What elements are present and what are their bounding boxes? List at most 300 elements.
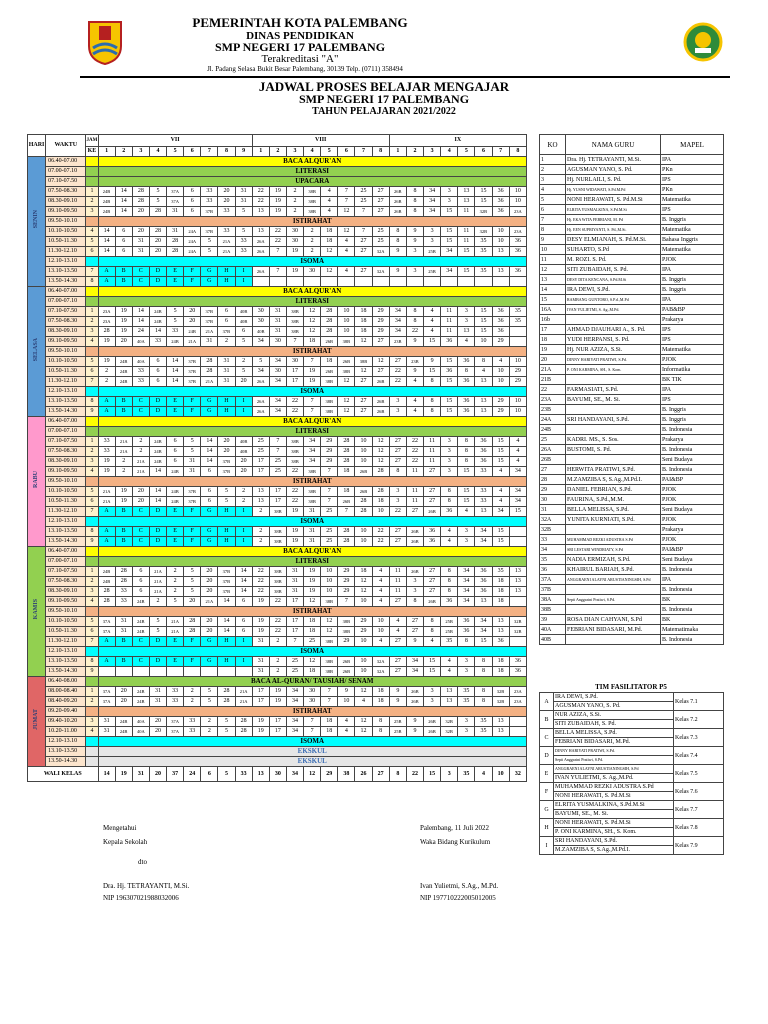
lesson-cell: G	[201, 637, 218, 647]
lesson-cell: 13	[441, 697, 458, 707]
lesson-cell: 21A	[98, 487, 115, 497]
lesson-cell: 38B	[269, 587, 286, 597]
lesson-cell: 27	[355, 247, 372, 257]
lesson-cell: 38B	[304, 187, 321, 197]
lesson-cell: 24B	[184, 327, 201, 337]
lesson-cell: 15	[458, 487, 475, 497]
jam-cell: 3	[86, 327, 98, 337]
lesson-cell: F	[184, 397, 201, 407]
lesson-cell: 31	[252, 667, 269, 677]
lesson-cell: 19	[304, 587, 321, 597]
lesson-cell: 27	[355, 377, 372, 387]
lesson-cell: 4	[441, 527, 458, 537]
class-number-header: 7	[492, 147, 509, 157]
lesson-cell: 5	[252, 357, 269, 367]
lesson-cell: 34	[269, 397, 286, 407]
time-cell: 10.10-10.50	[46, 227, 86, 237]
lesson-cell: 21A	[98, 497, 115, 507]
day-name: SELASA	[33, 337, 40, 362]
lesson-cell: 22	[286, 487, 303, 497]
lesson-cell: 19	[269, 207, 286, 217]
teacher-name: BELLA MELISSA, S.Pd.	[566, 505, 661, 515]
lesson-cell	[218, 667, 235, 677]
jam-cell: 9	[86, 407, 98, 417]
lesson-cell: 10	[338, 307, 355, 317]
lesson-cell: 24B	[132, 687, 149, 697]
lesson-cell: 37B	[184, 497, 201, 507]
lesson-cell: 33	[115, 597, 132, 607]
teacher-row	[540, 445, 724, 455]
lesson-cell: I	[235, 407, 252, 417]
lesson-cell: 38B	[321, 407, 338, 417]
time-cell: 12.10-13.10	[46, 647, 86, 657]
lesson-cell: 31	[98, 717, 115, 727]
lesson-cell: E	[167, 657, 184, 667]
lesson-cell: 12	[355, 727, 372, 737]
lesson-cell: 36	[475, 567, 492, 577]
lesson-cell: 19	[115, 497, 132, 507]
lesson-cell: 4	[458, 507, 475, 517]
facilitator-row	[540, 729, 724, 738]
teacher-name: Septi Anggraini Pratiwi, S.Pd.	[566, 595, 661, 605]
lesson-cell: 34	[252, 367, 269, 377]
teacher-row	[540, 615, 724, 625]
lesson-cell: 15	[441, 227, 458, 237]
teacher-code: 22	[540, 385, 566, 395]
lesson-cell: 9	[406, 337, 423, 347]
schedule-row	[28, 277, 527, 287]
lesson-cell: 38B	[286, 307, 303, 317]
lesson-cell: 4	[406, 397, 423, 407]
letterhead-line-1: PEMERINTAH KOTA PALEMBANG	[192, 15, 408, 30]
lesson-cell: 27	[372, 197, 389, 207]
lesson-cell: H	[218, 527, 235, 537]
sig-right-l1: Palembang, 11 Juli 2022	[420, 824, 489, 832]
lesson-cell: 12	[372, 437, 389, 447]
facilitator-class: Kelas 7.6	[674, 783, 724, 801]
teacher-row	[540, 415, 724, 425]
lesson-cell: 28	[167, 247, 184, 257]
lesson-cell: 15	[441, 397, 458, 407]
lesson-cell: 2	[235, 497, 252, 507]
lesson-cell: 38B	[321, 657, 338, 667]
lesson-cell: 26B	[406, 697, 423, 707]
lesson-cell: 40A	[132, 337, 149, 347]
lesson-cell: 24B	[149, 447, 166, 457]
lesson-cell: 5	[218, 497, 235, 507]
facilitator-name: BAYUMI, SE., M. Si.	[554, 810, 674, 819]
lesson-cell: 2	[252, 527, 269, 537]
lesson-cell: F	[184, 527, 201, 537]
lesson-cell: 37A	[98, 627, 115, 637]
lesson-cell: 19	[269, 687, 286, 697]
teacher-row	[540, 625, 724, 635]
lesson-cell: 26B	[389, 197, 406, 207]
wali-kelas-cell: 20	[149, 767, 166, 782]
teacher-code: 14	[540, 285, 566, 295]
jam-cell: 2	[86, 447, 98, 457]
time-cell: 09.50-10.10	[46, 217, 86, 227]
lesson-cell: 25	[355, 187, 372, 197]
lesson-cell: 13	[252, 487, 269, 497]
lesson-cell: 26B	[338, 667, 355, 677]
lesson-cell: 4	[338, 267, 355, 277]
lesson-cell: 15	[475, 317, 492, 327]
lesson-cell: 21A	[235, 697, 252, 707]
teacher-row	[540, 545, 724, 555]
facilitator-row	[540, 765, 724, 774]
lesson-cell: 34	[458, 587, 475, 597]
wali-kelas-cell: 8	[389, 767, 406, 782]
teacher-code: 36	[540, 565, 566, 575]
lesson-cell: 8	[475, 687, 492, 697]
facilitator-row	[540, 747, 724, 756]
lesson-cell: 33	[475, 467, 492, 477]
lesson-cell: 4	[372, 637, 389, 647]
lesson-cell: 10	[321, 587, 338, 597]
lesson-cell: 34	[458, 567, 475, 577]
jam-cell	[86, 747, 98, 757]
lesson-cell: 2	[304, 237, 321, 247]
lesson-cell: 33	[132, 367, 149, 377]
lesson-cell: 37B	[218, 567, 235, 577]
wali-kelas-cell: 10	[492, 767, 509, 782]
jam-cell: 9	[86, 667, 98, 677]
lesson-cell: E	[167, 407, 184, 417]
lesson-cell: 36	[509, 267, 526, 277]
time-cell: 09.50-10.10	[46, 607, 86, 617]
day-label	[28, 677, 46, 767]
lesson-cell: 13	[252, 227, 269, 237]
jam-cell: 2	[86, 697, 98, 707]
lesson-cell: 28	[235, 717, 252, 727]
lesson-cell	[355, 277, 372, 287]
jam-cell	[86, 297, 98, 307]
teacher-name: FEBRIANI BIDASARI, M.Pd.	[566, 625, 661, 635]
schedule-row	[28, 747, 527, 757]
lesson-cell: 27	[389, 357, 406, 367]
lesson-cell: 31	[218, 357, 235, 367]
jam-cell: 7	[86, 637, 98, 647]
lesson-cell: 12	[372, 447, 389, 457]
lesson-cell: 7	[338, 187, 355, 197]
teacher-row	[540, 425, 724, 435]
facilitator-name: ANGGRAENI ALAYNI ARUSTIANINGSIH, S.Pd	[554, 765, 674, 774]
lesson-cell: 4	[441, 537, 458, 547]
lesson-cell: 2	[304, 227, 321, 237]
teacher-row	[540, 315, 724, 325]
lesson-cell: 6	[184, 207, 201, 217]
lesson-cell: 7	[321, 467, 338, 477]
lesson-cell: G	[201, 277, 218, 287]
jam-cell	[86, 157, 98, 167]
lesson-cell: 13	[492, 247, 509, 257]
jam-cell	[86, 347, 98, 357]
lesson-cell: 14	[167, 357, 184, 367]
activity-band: BACA ALQUR'AN	[98, 157, 527, 167]
lesson-cell: 34	[252, 337, 269, 347]
lesson-cell: 25B	[424, 247, 441, 257]
lesson-cell: 8	[406, 197, 423, 207]
wali-kelas-cell: 14	[98, 767, 115, 782]
lesson-cell: 18	[492, 657, 509, 667]
teacher-row	[540, 635, 724, 645]
lesson-cell: 27	[424, 467, 441, 477]
lesson-cell: 10	[355, 447, 372, 457]
schedule-row	[28, 207, 527, 217]
schedule-row	[28, 707, 527, 717]
lesson-cell: 14	[115, 207, 132, 217]
activity-band: ISTIRAHAT	[98, 217, 527, 227]
activity-band: ISTIRAHAT	[98, 477, 527, 487]
lesson-cell: 34	[492, 507, 509, 517]
wali-kelas-cell: 38	[338, 767, 355, 782]
lesson-cell: 32B	[441, 727, 458, 737]
lesson-cell: 4	[509, 457, 526, 467]
lesson-cell: 10	[338, 697, 355, 707]
lesson-cell: 4	[424, 327, 441, 337]
jam-cell: 6	[86, 627, 98, 637]
teacher-subject: B. Inggris	[661, 405, 724, 415]
sig-left-name: Dra. Hj. TETRAYANTI, M.Si.	[103, 882, 190, 890]
teacher-code: 12	[540, 265, 566, 275]
sig-right-l2: Waka Bidang Kurikulum	[420, 838, 491, 846]
teacher-subject: PJOK	[661, 535, 724, 545]
lesson-cell: 8	[441, 567, 458, 577]
lesson-cell: 10	[321, 567, 338, 577]
lesson-cell: 8	[475, 667, 492, 677]
lesson-cell: 10	[509, 357, 526, 367]
lesson-cell: 40A	[132, 727, 149, 737]
wali-kelas-cell: 6	[201, 767, 218, 782]
lesson-cell: 13	[475, 597, 492, 607]
lesson-cell: 38B	[286, 327, 303, 337]
lesson-cell	[441, 277, 458, 287]
teacher-row	[540, 325, 724, 335]
wali-kelas-cell: 22	[406, 767, 423, 782]
lesson-cell: 22	[406, 447, 423, 457]
lesson-cell: 10	[355, 637, 372, 647]
lesson-cell: 24B	[167, 487, 184, 497]
lesson-cell: 30	[304, 697, 321, 707]
lesson-cell: 6	[201, 467, 218, 477]
lesson-cell: 4	[338, 717, 355, 727]
time-cell: 07.50-08.30	[46, 317, 86, 327]
schedule-table	[27, 134, 527, 782]
lesson-cell: F	[184, 277, 201, 287]
lesson-cell: 5	[201, 697, 218, 707]
teacher-code: 4	[540, 185, 566, 195]
lesson-cell: 24A	[184, 237, 201, 247]
lesson-cell: 18	[372, 687, 389, 697]
lesson-cell: 3	[406, 247, 423, 257]
facilitator-name: DINNY HARIYATI PRATIWI, S.Pd.	[554, 747, 674, 756]
lesson-cell: 2	[184, 687, 201, 697]
activity-band: EKSKUL	[98, 747, 527, 757]
lesson-cell: 19	[98, 467, 115, 477]
lesson-cell: 34	[475, 627, 492, 637]
activity-band: EKSKUL	[98, 757, 527, 767]
jam-cell	[86, 217, 98, 227]
teacher-name: FAURINA, S.Pd.,M.M.	[566, 495, 661, 505]
lesson-cell: 32B	[475, 227, 492, 237]
facilitator-row	[540, 693, 724, 702]
teacher-code: 21B	[540, 375, 566, 385]
lesson-cell: 4	[372, 577, 389, 587]
lesson-cell: 5	[201, 687, 218, 697]
lesson-cell: 9	[424, 357, 441, 367]
schedule-row	[28, 287, 527, 297]
lesson-cell: 36	[458, 377, 475, 387]
lesson-cell: 28	[98, 597, 115, 607]
lesson-cell: 17	[269, 717, 286, 727]
facilitator-row	[540, 711, 724, 720]
facilitator-name: Septi Anggraini Pratiwi, S.Pd.	[554, 756, 674, 765]
jam-cell: 5	[86, 357, 98, 367]
lesson-cell: C	[132, 527, 149, 537]
lesson-cell: 8	[424, 377, 441, 387]
lesson-cell: 4	[509, 437, 526, 447]
activity-band: LITERASI	[98, 297, 527, 307]
lesson-cell: A	[98, 657, 115, 667]
lesson-cell: 7	[304, 717, 321, 727]
lesson-cell: 25	[304, 637, 321, 647]
lesson-cell: 10	[355, 597, 372, 607]
lesson-cell: 19	[269, 187, 286, 197]
lesson-cell	[509, 717, 526, 727]
lesson-cell: 12	[338, 227, 355, 237]
lesson-cell: G	[201, 537, 218, 547]
lesson-cell: 22	[372, 527, 389, 537]
lesson-cell: 9	[338, 687, 355, 697]
teacher-row	[540, 205, 724, 215]
time-cell: 07.10-07.50	[46, 567, 86, 577]
lesson-cell: 34	[389, 317, 406, 327]
jam-cell: 6	[86, 497, 98, 507]
lesson-cell: 5	[235, 207, 252, 217]
lesson-cell: 22	[406, 327, 423, 337]
lesson-cell: 3	[458, 657, 475, 667]
lesson-cell: 34	[509, 467, 526, 477]
lesson-cell: 33	[235, 247, 252, 257]
teacher-subject: PJOK	[661, 355, 724, 365]
lesson-cell: 23B	[406, 357, 423, 367]
lesson-cell: B	[115, 637, 132, 647]
lesson-cell: D	[149, 527, 166, 537]
lesson-cell: 20	[184, 317, 201, 327]
schedule-row	[28, 377, 527, 387]
lesson-cell: 27	[355, 237, 372, 247]
lesson-cell: 6	[149, 367, 166, 377]
lesson-cell: 8	[406, 307, 423, 317]
lesson-cell: 28	[218, 687, 235, 697]
lesson-cell: 14	[201, 447, 218, 457]
lesson-cell: 28	[338, 527, 355, 537]
lesson-cell: 13	[475, 377, 492, 387]
jam-cell: 6	[86, 247, 98, 257]
lesson-cell: 8	[406, 207, 423, 217]
schedule-row	[28, 517, 527, 527]
schedule-row	[28, 307, 527, 317]
lesson-cell: 26B	[424, 727, 441, 737]
schedule-row	[28, 627, 527, 637]
lesson-cell: 34	[389, 327, 406, 337]
sig-left-l3: dto	[138, 858, 147, 866]
lesson-cell: 13	[458, 327, 475, 337]
lesson-cell: 8	[389, 227, 406, 237]
time-cell: 10.50-11.30	[46, 627, 86, 637]
lesson-cell: 37A	[167, 727, 184, 737]
lesson-cell: C	[132, 637, 149, 647]
lesson-cell: 15	[492, 537, 509, 547]
lesson-cell	[338, 277, 355, 287]
lesson-cell: 8	[441, 587, 458, 597]
lesson-cell: 9	[389, 697, 406, 707]
lesson-cell: 38B	[269, 577, 286, 587]
class-group-header: VIII	[252, 135, 389, 147]
lesson-cell	[492, 277, 509, 287]
lesson-cell: 12	[321, 267, 338, 277]
time-cell: 07.10-07.50	[46, 437, 86, 447]
schedule-row	[28, 317, 527, 327]
schedule-row	[28, 427, 527, 437]
lesson-cell: 20	[149, 727, 166, 737]
lesson-cell: 20	[149, 247, 166, 257]
lesson-cell: 36	[492, 207, 509, 217]
lesson-cell: 25B	[389, 727, 406, 737]
time-cell: 07.00-07.10	[46, 557, 86, 567]
teacher-name: ELRITA YUSMALKINA, S.Pd.M.Si	[566, 205, 661, 215]
lesson-cell	[475, 277, 492, 287]
lesson-cell: 26B	[321, 367, 338, 377]
jam-cell	[86, 477, 98, 487]
lesson-cell: 5	[184, 567, 201, 577]
time-cell: 10.50-11.30	[46, 237, 86, 247]
lesson-cell: 3	[406, 577, 423, 587]
lesson-cell: 31	[269, 317, 286, 327]
schedule-row	[28, 437, 527, 447]
lesson-cell: 26B	[424, 507, 441, 517]
lesson-cell: 28	[115, 577, 132, 587]
lesson-cell: 7	[355, 227, 372, 237]
lesson-cell: 31	[304, 527, 321, 537]
lesson-cell: B	[115, 657, 132, 667]
lesson-cell: 13	[509, 577, 526, 587]
lesson-cell: 15	[441, 407, 458, 417]
teacher-name: BAYUMI, SE., M. Si.	[566, 395, 661, 405]
class-number-header: 7	[201, 147, 218, 157]
lesson-cell: 31	[149, 687, 166, 697]
schedule-row	[28, 507, 527, 517]
lesson-cell: 4	[424, 317, 441, 327]
lesson-cell: 11	[389, 577, 406, 587]
jam-cell	[86, 167, 98, 177]
lesson-cell: 29	[492, 397, 509, 407]
wali-kelas-cell: 15	[424, 767, 441, 782]
teacher-code: 39	[540, 615, 566, 625]
lesson-cell: 10	[492, 377, 509, 387]
lesson-cell: 27	[406, 627, 423, 637]
facilitator-name: IVAN YULIETMI, S. Ag.,M.Pd.	[554, 774, 674, 783]
lesson-cell: 2	[286, 197, 303, 207]
lesson-cell: 17	[286, 377, 303, 387]
lesson-cell: 19	[269, 197, 286, 207]
lesson-cell: 15	[492, 437, 509, 447]
lesson-cell: H	[218, 637, 235, 647]
lesson-cell	[98, 667, 115, 677]
lesson-cell: 24B	[149, 317, 166, 327]
lesson-cell: 25	[286, 667, 303, 677]
